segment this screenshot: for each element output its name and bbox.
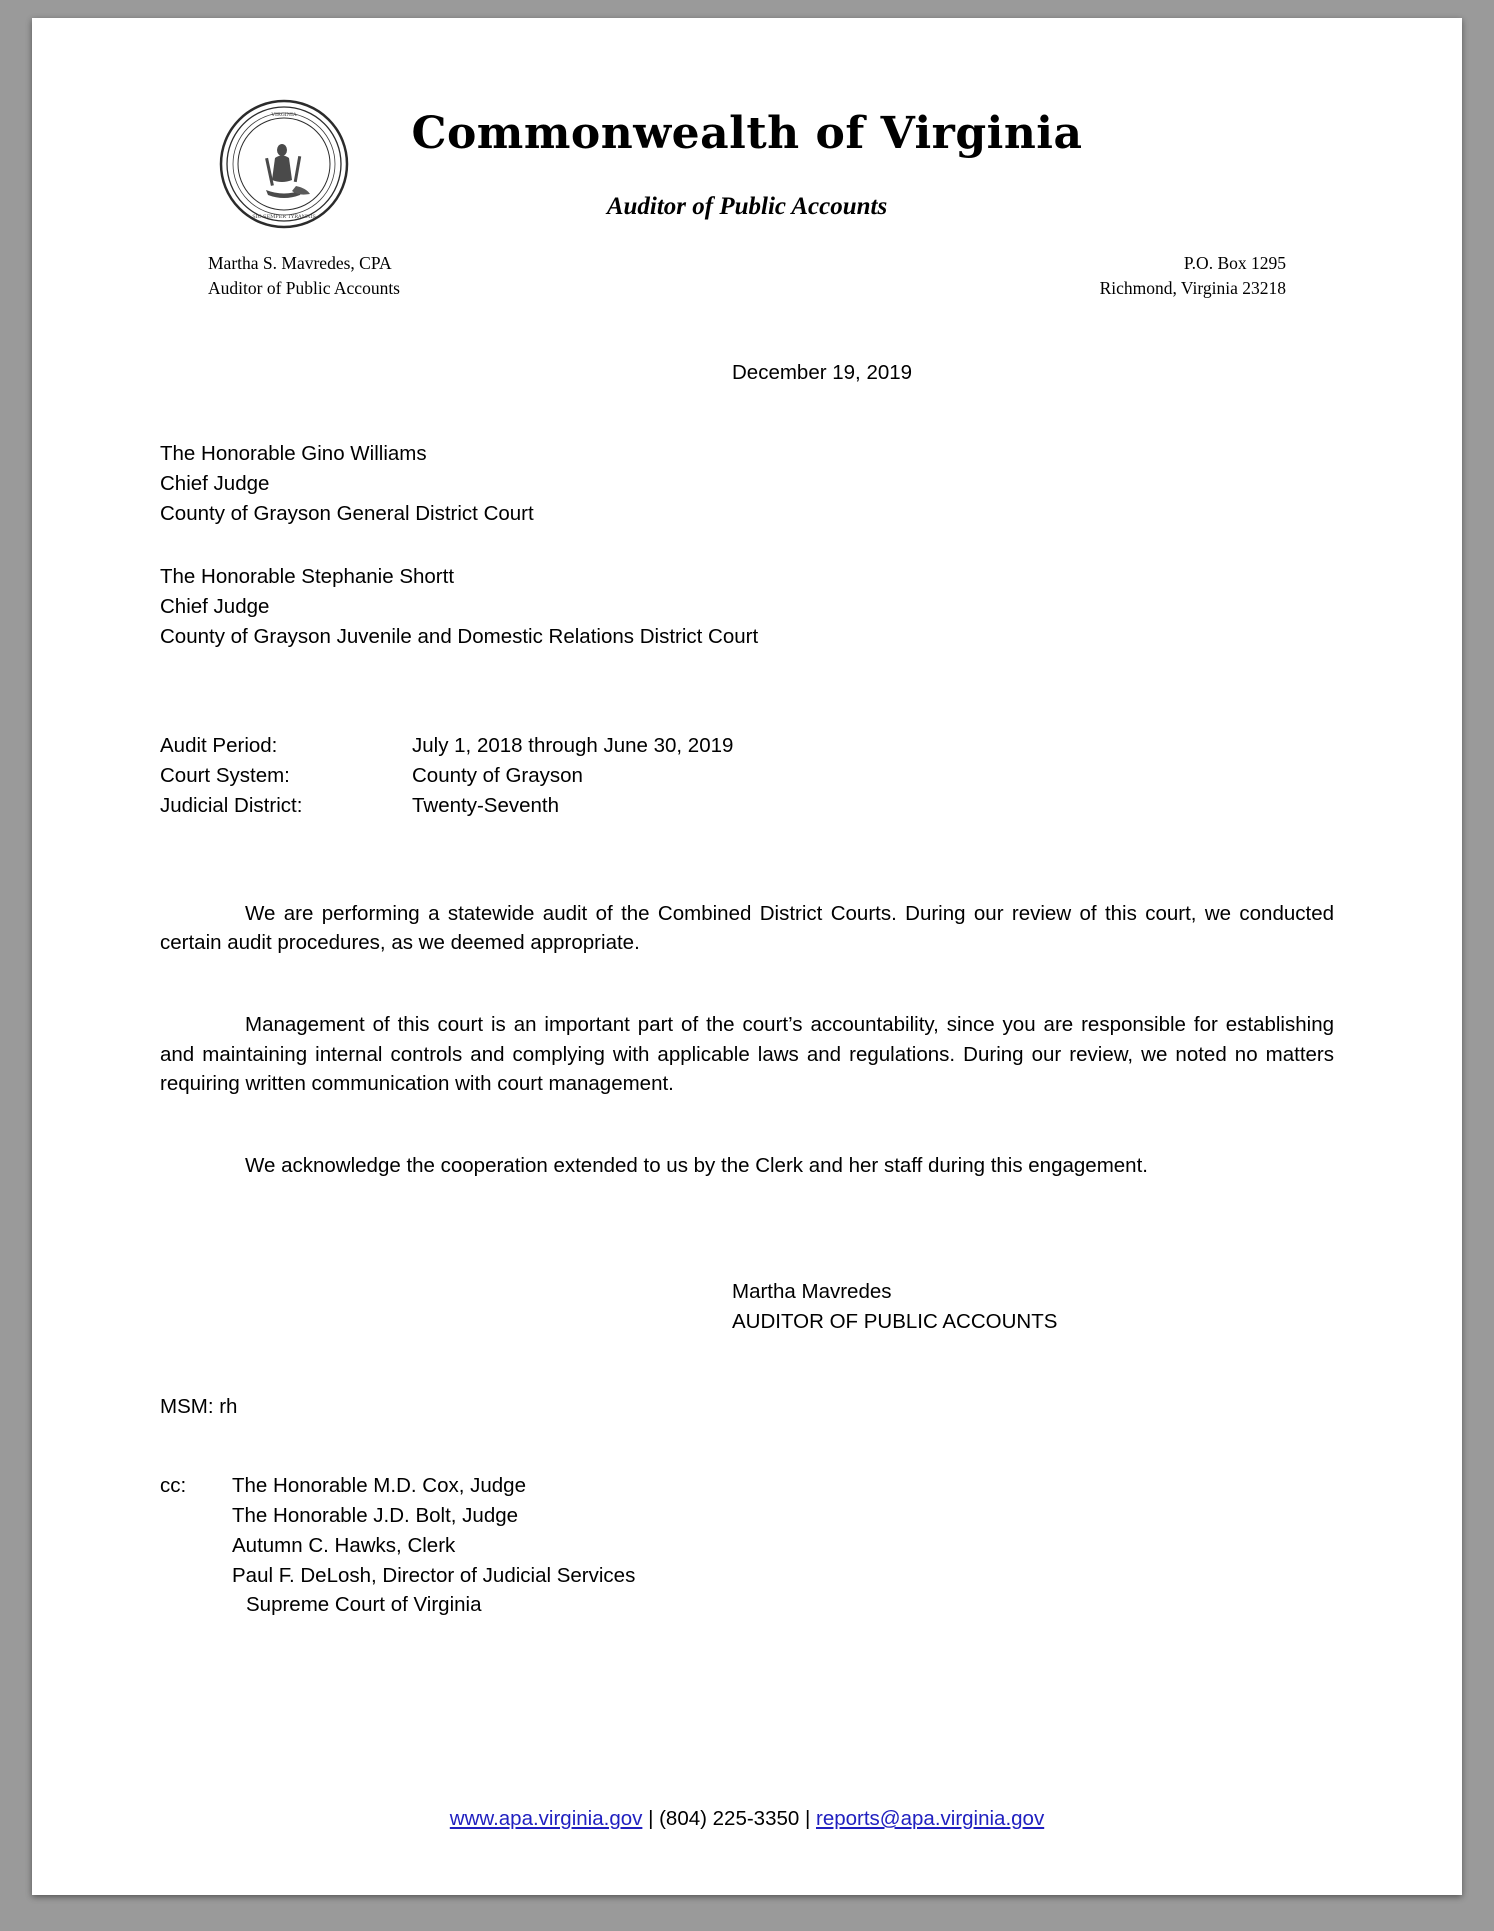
svg-text:VIRGINIA: VIRGINIA (271, 112, 297, 118)
footer-separator-2: | (799, 1807, 816, 1830)
recipient-title: Chief Judge (160, 471, 270, 495)
cc-list (232, 1471, 635, 1620)
letterhead (32, 18, 1462, 298)
meta-row (160, 761, 1334, 791)
recipient-block-2 (160, 562, 1334, 651)
cc-item: The Honorable M.D. Cox, Judge (232, 1474, 526, 1498)
auditor-name: Martha S. Mavredes, CPA (208, 253, 392, 273)
address-city-state-zip: Richmond, Virginia 23218 (1099, 277, 1286, 298)
cc-item: Supreme Court of Virginia (246, 1593, 482, 1617)
recipient-block-1 (160, 439, 1334, 528)
website-link[interactable]: www.apa.virginia.gov (449, 1807, 643, 1830)
footer-separator-1: | (642, 1807, 660, 1830)
meta-label-audit-period: Audit Period: (160, 734, 278, 758)
recipient-name: The Honorable Stephanie Shortt (160, 565, 455, 589)
paragraph-1: We are performing a statewide audit of the Combined District Courts. During our review of this court, we conducted certain audit procedures, as we deemed appropriate. (160, 901, 1334, 955)
meta-value-audit-period: July 1, 2018 through June 30, 2019 (412, 734, 734, 758)
signature-title: AUDITOR OF PUBLIC ACCOUNTS (732, 1309, 1058, 1333)
meta-value-judicial-district: Twenty-Seventh (412, 793, 559, 817)
cc-item: Paul F. DeLosh, Director of Judicial Services (232, 1563, 636, 1587)
agency-subtitle: Auditor of Public Accounts (606, 193, 888, 220)
letter-body (160, 358, 1334, 1620)
letter-date: December 19, 2019 (732, 361, 913, 384)
meta-value-court-system: County of Grayson (412, 764, 583, 788)
meta-label-court-system: Court System: (160, 764, 290, 788)
recipient-court: County of Grayson Juvenile and Domestic Relations District Court (160, 624, 759, 648)
recipient-name: The Honorable Gino Williams (160, 442, 427, 466)
auditor-role: Auditor of Public Accounts (208, 277, 400, 298)
address-po-box: P.O. Box 1295 (1183, 253, 1286, 273)
signature-name: Martha Mavredes (732, 1279, 892, 1303)
agency-address-block (1100, 251, 1286, 301)
signature-block (732, 1277, 1334, 1336)
email-link[interactable]: reports@apa.virginia.gov (816, 1807, 1045, 1830)
meta-row (160, 791, 1334, 821)
audit-meta-table (160, 731, 1334, 820)
meta-row (160, 731, 1334, 761)
auditor-identity-block (208, 251, 400, 301)
commonwealth-title: Commonwealth of Virginia (411, 108, 1083, 159)
meta-label-judicial-district: Judicial District: (160, 793, 303, 817)
document-page (32, 18, 1462, 1895)
phone-number: (804) 225-3350 (659, 1807, 800, 1830)
recipient-court: County of Grayson General District Court (160, 501, 534, 525)
cc-item: The Honorable J.D. Bolt, Judge (232, 1504, 519, 1528)
svg-text:SIC SEMPER TYRANNIS: SIC SEMPER TYRANNIS (252, 214, 316, 220)
recipient-title: Chief Judge (160, 594, 270, 618)
page-footer (32, 1807, 1462, 1831)
typist-initials: MSM: rh (160, 1395, 238, 1419)
cc-label: cc: (160, 1474, 187, 1498)
cc-item: Autumn C. Hawks, Clerk (232, 1533, 456, 1557)
cc-block (160, 1471, 1334, 1620)
paragraph-2: Management of this court is an important part of the court’s accountability, since you are responsible for establishing and maintaining internal controls and complying with applicable laws and regulations. During our review, we noted no matters requiring written communication with court management. (160, 1013, 1334, 1096)
paragraph-3: We acknowledge the cooperation extended to us by the Clerk and her staff during this engagement. (245, 1154, 1148, 1178)
